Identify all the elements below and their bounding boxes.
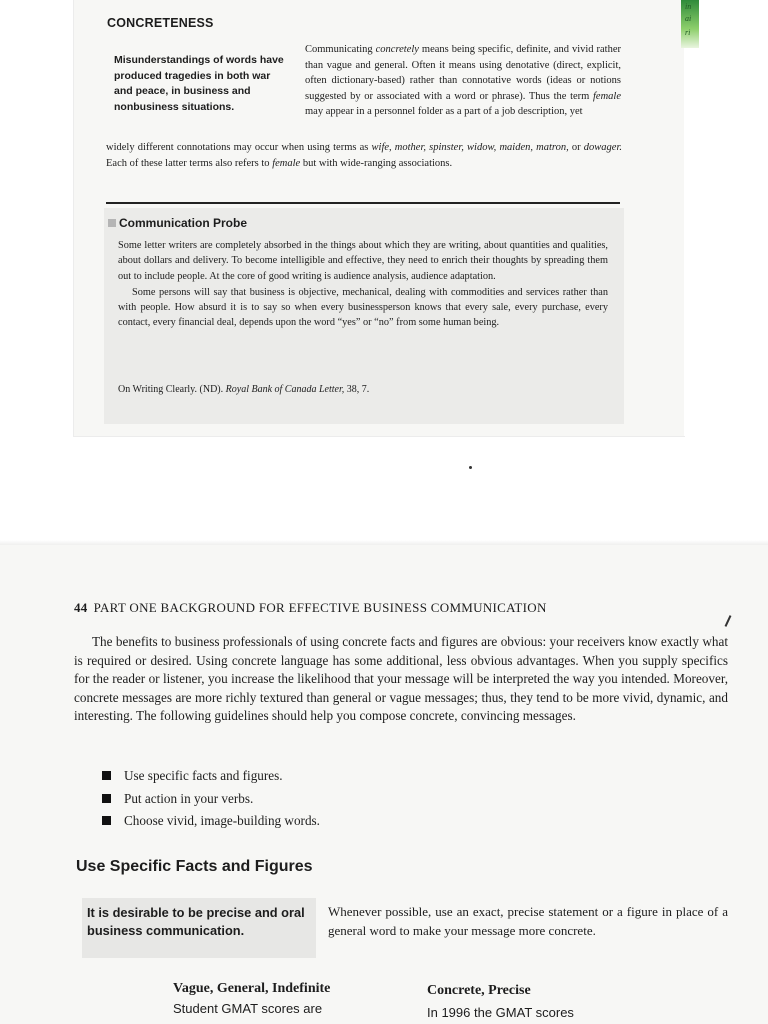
probe-paragraph: Some persons will say that business is objective, mechanical, dealing with commodities and services rather than with people. How absurd it is to say so when every businessperson knows that every sale, every purchase, every contact, every financial deal, depends upon the word “yes” or “no” from some human being. (118, 286, 608, 329)
edge-glyph: in (685, 2, 692, 11)
text-run: but with wide-ranging associations. (300, 157, 453, 169)
list-item (102, 810, 320, 833)
running-head-title: PART ONE BACKGROUND FOR EFFECTIVE BUSINESS COMMUNICATION (93, 600, 547, 615)
column-header-concrete: Concrete, Precise (427, 983, 531, 998)
facts-figures-paragraph: Whenever possible, use an exact, precise statement or a figure in place of a general word to make your message more concrete. (328, 904, 728, 938)
concreteness-paragraph (305, 42, 621, 120)
citation-source: Royal Bank of Canada Letter, (225, 384, 345, 395)
bullet-square-icon (102, 771, 111, 780)
text-run: may appear in a personnel folder as a part of a job description, yet (305, 106, 583, 117)
text-run: means being specific, definite, and vivid rather than vague and general. Often it means using denotative (direct, explicit, often dictionary-based) rather than connotative words (ideas or notions suggested by or associated with a word or phrase). Thus the term (305, 44, 621, 102)
section-heading-concreteness: CONCRETENESS (107, 16, 214, 30)
probe-square-icon (108, 219, 116, 227)
margin-note: Misunderstandings of words have produced tragedies in both war and peace, in business and nonbusiness situations. (114, 54, 284, 113)
emphasis-text: female (272, 157, 301, 169)
emphasis-text: dowager. (583, 142, 622, 153)
table-cell-concrete: In 1996 the GMAT scores (427, 1005, 574, 1020)
list-item-text: Put action in your verbs. (124, 790, 254, 806)
column-header-vague: Vague, General, Indefinite (173, 981, 331, 996)
page-edge-margin (684, 0, 768, 436)
text-run: or (568, 142, 584, 153)
list-item-text: Choose vivid, image-building words. (124, 813, 320, 828)
bullet-square-icon (102, 794, 111, 803)
section-heading-facts-figures: Use Specific Facts and Figures (76, 858, 313, 875)
probe-title: Communication Probe (119, 216, 248, 230)
probe-text (118, 237, 608, 331)
guidelines-list (102, 765, 320, 833)
text-run: widely different connotations may occur when using terms as (106, 142, 372, 153)
page-number: 44 (74, 600, 88, 615)
text-run: Each of these latter terms also refers to (106, 157, 273, 169)
margin-note: It is desirable to be precise and oral business communication. (87, 905, 305, 938)
edge-glyph: ai (685, 14, 692, 23)
citation-text: 38, 7. (344, 384, 370, 395)
probe-paragraph: Some letter writers are completely absorbed in the things about which they are writing, about quantities and qualities, about dollars and delivery. To become intelligible and effective, they need to enrich their thoughts by spreading them out to include people. At the core of good writing is audience analysis, audience adaptation. (118, 240, 608, 282)
edge-glyph: ri (685, 28, 691, 37)
intro-paragraph: The benefits to business professionals of using concrete facts and figures are obvious: your receivers know exactly what is required or desired. Using concrete language has some additional, less obvious advantages. When you supply specifics for the reader or listener, you increase the likelihood that your message will be interpreted the way you intended. Moreover, concrete messages are more richly textured than general or vague messages; thus, they tend to be more vivid, dynamic, and interesting. The following guidelines should help you compose concrete, convincing messages. (74, 634, 728, 724)
bullet-square-icon (102, 816, 111, 825)
emphasis-text: female (593, 90, 621, 102)
concreteness-paragraph-continued (106, 140, 622, 171)
paper-speck (469, 466, 472, 469)
list-item (102, 765, 320, 788)
list-item-text: Use specific facts and figures. (124, 768, 283, 783)
citation-text: On Writing Clearly. (ND). (118, 384, 226, 395)
adjacent-page-edge (681, 0, 699, 48)
emphasis-text: wife, mother, spinster, widow, maiden, matron, (371, 142, 569, 153)
table-cell-vague: Student GMAT scores are (173, 1001, 323, 1016)
text-run: Communicating (305, 44, 376, 55)
probe-citation (118, 384, 369, 395)
list-item (102, 788, 320, 811)
divider-rule (106, 202, 620, 204)
running-head (74, 600, 547, 616)
emphasis-text: concretely (375, 44, 419, 55)
